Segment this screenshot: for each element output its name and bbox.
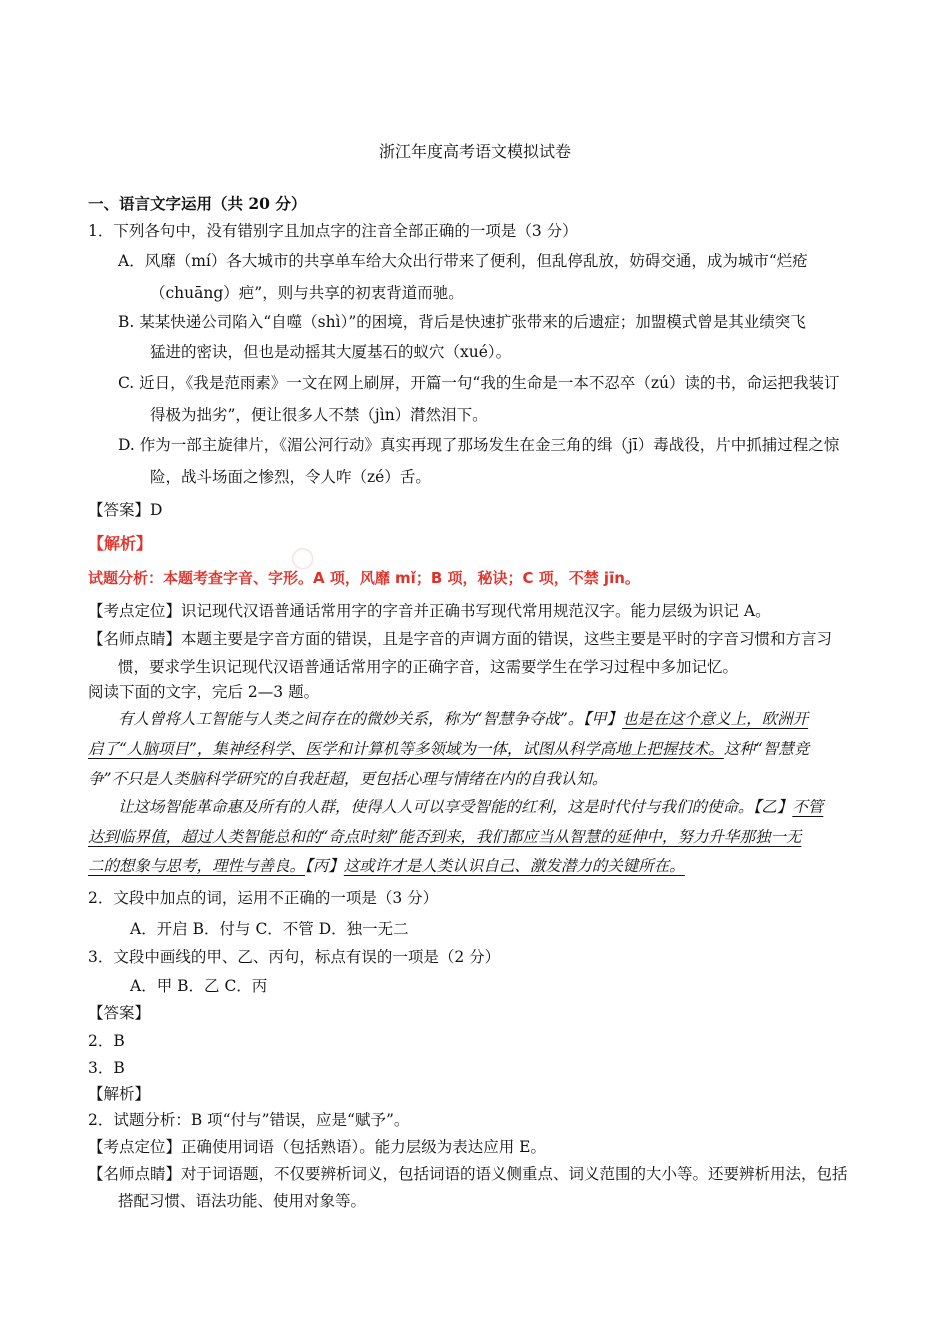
page-title: 浙江年度高考语文模拟试卷 [378,142,571,161]
sentence-bing: 这或许才是人类认识自己、激发潜力的关键所在。 [343,857,685,875]
q1-option-a-line2: （chuāng）疤”，则与共享的初衷背道而驰。 [150,284,464,302]
q1-option-d-line2: 险，战斗场面之惨烈，令人咋（zé）舌。 [150,468,431,486]
q1-option-c-line2: 得极为拙劣”，便让很多人不禁（jìn）潸然泪下。 [150,406,488,424]
passage-text: 有人曾将人工智能与人类之间存在的微妙关系，称为“智慧争夺战”。【甲】 [118,710,623,728]
passage-p1-line3: 争”不只是人类脑科学研究的自我赶超，更包括心理与情绪在内的自我认知。 [88,770,608,788]
q1-option-b-line1: B. 某某快递公司陷入“自噬（shì）”的困境，背后是快速扩张带来的后遗症；加盟模式曾是其业绩突飞 [118,313,806,331]
reading-intro: 阅读下面的文字，完后 2—3 题。 [88,683,320,701]
passage-p1-line2 [88,738,809,760]
q3-options: A．甲 B．乙 C．丙 [130,977,268,995]
passage-p2-line3 [88,855,685,877]
q2-analysis: 2．试题分析：B 项“付与”错误，应是“赋予”。 [88,1111,410,1129]
q1-mingshi-line1: 【名师点睛】本题主要是字音方面的错误，且是字音的声调方面的错误，这些主要是平时的字音习惯和方言习 [88,630,833,648]
q2-stem: 2．文段中加点的词，运用不正确的一项是（3 分） [88,889,439,907]
sentence-yi-start: 不管 [792,798,824,816]
q3-answer: 3．B [88,1059,125,1077]
passage-p1-line1 [118,708,808,730]
sentence-yi-end: 二的想象与思考，理性与善良。 [88,857,306,875]
q1-stem: 1．下列各句中，没有错别字且加点字的注音全部正确的一项是（3 分） [88,222,578,240]
sentence-jia-end: 启了“人脑项目”，集神经科学、医学和计算机等多领域为一体，试图从科学高地上把握技术。 [88,740,724,758]
passage-p2-line1 [118,796,823,818]
q2-options: A．开启 B．付与 C．不管 D．独一无二 [130,920,409,938]
q2-mingshi-line2: 搭配习惯、语法功能、使用对象等。 [118,1192,367,1210]
q1-option-d-line1: D. 作为一部主旋律片，《湄公河行动》真实再现了那场发生在金三角的缉（jī）毒战役，片中抓捕过程之惊 [118,436,840,454]
q1-mingshi-line2: 惯，要求学生识记现代汉语普通话常用字的正确字音，这需要学生在学习过程中多加记忆。 [118,658,739,676]
q2-answer: 2．B [88,1032,125,1050]
passage-text: 这种“智慧竞 [723,740,810,758]
q2-kaodian: 【考点定位】正确使用词语（包括熟语）。能力层级为表达应用 E。 [88,1138,546,1156]
q23-answer-heading: 【答案】 [88,1004,151,1022]
q3-stem: 3．文段中画线的甲、乙、丙句，标点有误的一项是（2 分） [88,948,501,966]
marker-bing: 【丙】 [305,857,344,875]
watermark: ○ [286,537,318,576]
sentence-jia-start: 也是在这个意义上，欧洲开 [622,710,809,728]
q1-jiexi-heading: 【解析】 [88,534,153,553]
q23-jiexi-heading: 【解析】 [88,1085,151,1103]
section-heading: 一、语言文字运用（共 20 分） [88,194,307,213]
q2-mingshi-line1: 【名师点睛】对于词语题，不仅要辨析词义，包括词语的语义侧重点、词义范围的大小等。还要辨析用法，包括 [88,1165,848,1183]
q1-option-b-line2: 猛进的密诀，但也是动摇其大厦基石的蚁穴（xué）。 [150,343,512,361]
q1-analysis: 试题分析：本题考查字音、字形。A 项，风靡 mǐ；B 项，秘诀；C 项，不禁 jīn。 [88,569,640,587]
q1-option-a-line1: A．风靡（mí）各大城市的共享单车给大众出行带来了便利，但乱停乱放，妨碍交通，成为城市“烂疮 [118,252,808,270]
sentence-yi-middle: 达到临界值，超过人类智能总和的“奇点时刻”能否到来，我们都应当从智慧的延伸中，努力升华那独一无 [88,828,802,846]
passage-text: 让这场智能革命惠及所有的人群，使得人人可以享受智能的红利，这是时代付与我们的使命。【乙】 [118,798,793,816]
q1-option-c-line1: C. 近日，《我是范雨素》一文在网上刷屏，开篇一句“我的生命是一本不忍卒（zú）读的书，命运把我装订 [118,374,840,392]
q1-kaodian: 【考点定位】识记现代汉语普通话常用字的字音并正确书写现代常用规范汉字。能力层级为识记 A。 [88,602,771,620]
q1-answer: 【答案】D [88,501,163,519]
